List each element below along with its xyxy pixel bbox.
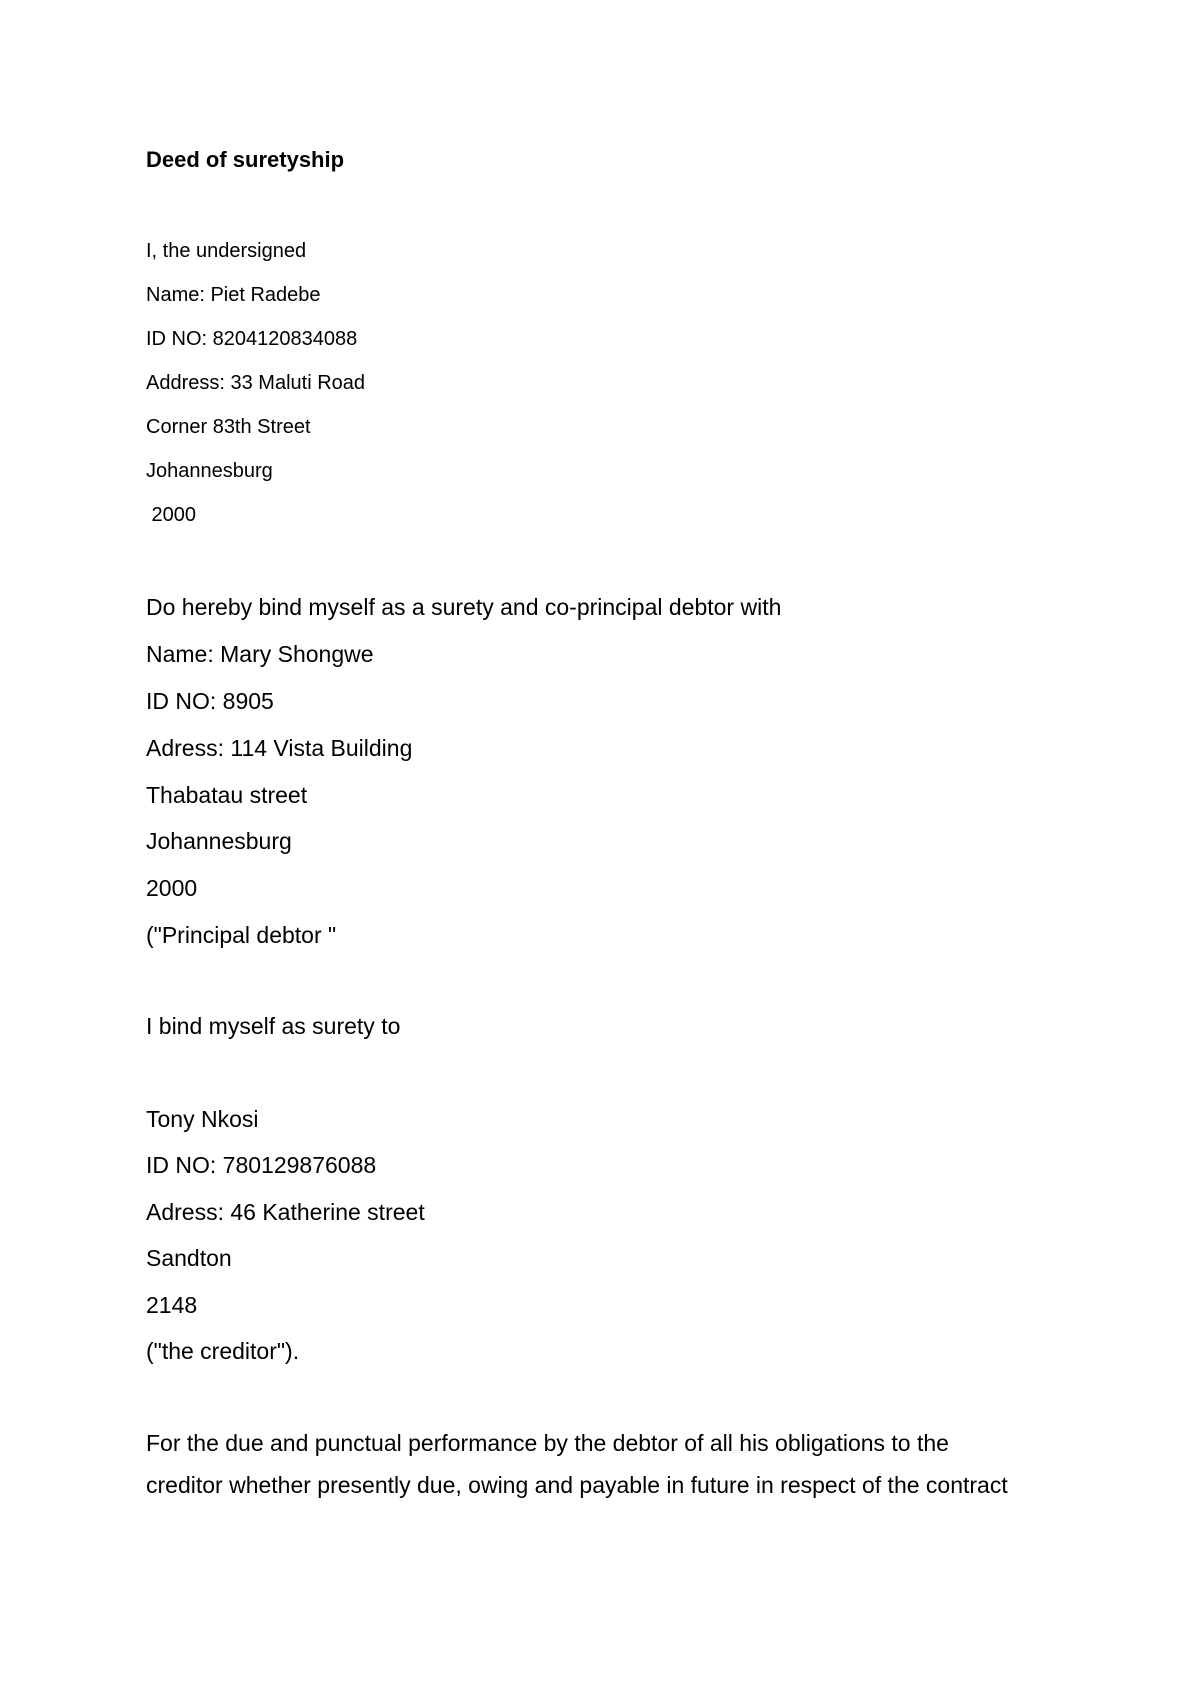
surety-address-line1: Address: 33 Maluti Road <box>146 372 366 394</box>
document-title: Deed of suretyship <box>146 147 345 172</box>
creditor-name: Tony Nkosi <box>146 1106 259 1132</box>
surety-postal-code: 2000 <box>146 504 197 526</box>
debtor-address-line2: Thabatau street <box>146 782 308 808</box>
debtor-label: ("Principal debtor " <box>146 922 337 948</box>
terms-line2: creditor whether presently due, owing and payable in future in respect of the contract <box>146 1472 1008 1498</box>
creditor-intro: I bind myself as surety to <box>146 1013 401 1039</box>
creditor-postal-code: 2148 <box>146 1292 198 1318</box>
debtor-address-line1: Adress: 114 Vista Building <box>146 735 413 761</box>
debtor-city: Johannesburg <box>146 828 292 854</box>
debtor-postal-code: 2000 <box>146 875 198 901</box>
debtor-name: Name: Mary Shongwe <box>146 641 374 667</box>
creditor-address-line1: Adress: 46 Katherine street <box>146 1199 425 1225</box>
debtor-intro: Do hereby bind myself as a surety and co-principal debtor with <box>146 594 782 620</box>
surety-id: ID NO: 8204120834088 <box>146 328 358 350</box>
creditor-label: ("the creditor"). <box>146 1338 300 1364</box>
terms-line1: For the due and punctual performance by the debtor of all his obligations to the <box>146 1430 949 1456</box>
creditor-id: ID NO: 780129876088 <box>146 1152 377 1178</box>
surety-city: Johannesburg <box>146 460 273 482</box>
creditor-city: Sandton <box>146 1245 232 1271</box>
surety-address-line2: Corner 83th Street <box>146 416 311 438</box>
surety-name: Name: Piet Radebe <box>146 284 321 306</box>
debtor-id: ID NO: 8905 <box>146 688 274 714</box>
surety-intro: I, the undersigned <box>146 240 307 262</box>
